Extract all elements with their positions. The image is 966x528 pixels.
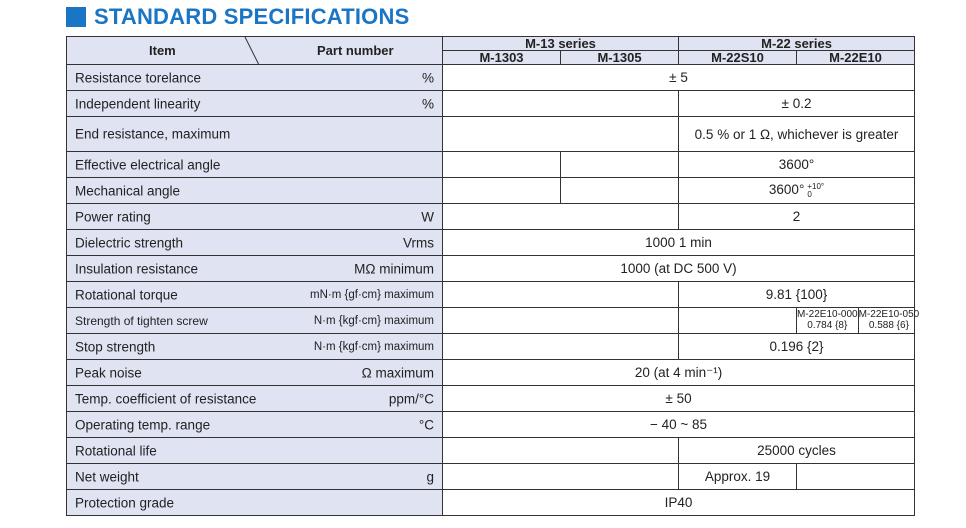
row-value: 2 bbox=[679, 204, 915, 230]
row-name: Temp. coefficient of resistance bbox=[75, 391, 257, 406]
row-value-empty bbox=[443, 308, 679, 334]
table-row bbox=[67, 490, 915, 516]
row-name: Rotational torque bbox=[75, 287, 178, 302]
row-value-empty bbox=[443, 91, 679, 117]
row-unit: Vrms bbox=[403, 235, 434, 250]
row-value-empty bbox=[443, 178, 561, 204]
row-value-empty bbox=[443, 464, 679, 490]
row-label bbox=[67, 438, 443, 464]
row-name: Rotational life bbox=[75, 443, 157, 458]
row-label bbox=[67, 178, 443, 204]
split-b bbox=[858, 308, 920, 333]
header-m1305: M-1305 bbox=[561, 51, 679, 65]
row-name: Net weight bbox=[75, 469, 139, 484]
row-value-empty bbox=[443, 438, 679, 464]
row-unit: % bbox=[421, 70, 434, 85]
row-label bbox=[67, 360, 443, 386]
row-value-empty bbox=[797, 464, 915, 490]
row-value: 20 (at 4 min⁻¹) bbox=[443, 360, 915, 386]
table-row bbox=[67, 282, 915, 308]
row-label bbox=[67, 65, 443, 91]
row-value: 9.81 {100} bbox=[679, 282, 915, 308]
row-value-empty bbox=[443, 204, 679, 230]
spec-table bbox=[66, 36, 920, 516]
row-value: ± 5 bbox=[443, 65, 915, 91]
heading-title: STANDARD SPECIFICATIONS bbox=[94, 4, 410, 29]
row-name: Resistance torelance bbox=[75, 70, 202, 85]
row-unit: °C bbox=[418, 417, 434, 432]
header-part-number: Part number bbox=[317, 43, 394, 58]
split-b-part: M-22E10-050 bbox=[858, 309, 920, 320]
row-value: 1000 1 min bbox=[443, 230, 915, 256]
row-name: Mechanical angle bbox=[75, 183, 181, 198]
row-value: 0.5 % or 1 Ω, whichever is greater bbox=[679, 117, 915, 152]
row-unit: W bbox=[421, 209, 434, 224]
table-row bbox=[67, 230, 915, 256]
row-name: Effective electrical angle bbox=[75, 157, 221, 172]
header-m22s10: M-22S10 bbox=[679, 51, 797, 65]
header-m13-series: M-13 series bbox=[443, 37, 679, 51]
row-unit: Ω maximum bbox=[361, 365, 434, 380]
row-value-empty bbox=[443, 117, 679, 152]
row-unit: g bbox=[426, 469, 434, 484]
table-row bbox=[67, 91, 915, 117]
table-row bbox=[67, 464, 915, 490]
split-a-value: 0.784 {8} bbox=[807, 320, 848, 331]
split-b-value: 0.588 {6} bbox=[868, 320, 909, 331]
header-m1303: M-1303 bbox=[443, 51, 561, 65]
header-item: Item bbox=[149, 43, 176, 58]
table-row bbox=[67, 360, 915, 386]
row-value-empty bbox=[443, 282, 679, 308]
row-label bbox=[67, 490, 443, 516]
heading-square-icon bbox=[66, 7, 86, 27]
table-row bbox=[67, 308, 915, 334]
row-unit: mN·m {gf·cm} maximum bbox=[310, 288, 434, 301]
row-label bbox=[67, 464, 443, 490]
header-row-series bbox=[67, 37, 915, 51]
row-value-empty bbox=[561, 152, 679, 178]
row-label bbox=[67, 117, 443, 152]
row-unit: ppm/°C bbox=[388, 391, 434, 406]
section-heading bbox=[66, 3, 409, 31]
row-unit: MΩ minimum bbox=[354, 261, 434, 276]
split-values bbox=[797, 308, 920, 333]
table-row bbox=[67, 178, 915, 204]
row-unit: N·m {kgf·cm} maximum bbox=[313, 340, 434, 353]
row-label bbox=[67, 91, 443, 117]
row-value: 3600° bbox=[679, 152, 915, 178]
tolerance-stack bbox=[807, 183, 824, 199]
row-label bbox=[67, 152, 443, 178]
row-name: Strength of tighten screw bbox=[75, 313, 208, 328]
row-unit: % bbox=[421, 96, 434, 111]
row-label bbox=[67, 282, 443, 308]
table-row bbox=[67, 412, 915, 438]
table-row bbox=[67, 117, 915, 152]
row-name: Independent linearity bbox=[75, 96, 201, 111]
row-value-empty bbox=[561, 178, 679, 204]
table-row bbox=[67, 152, 915, 178]
row-value: 0.196 {2} bbox=[679, 334, 915, 360]
table-row bbox=[67, 386, 915, 412]
row-name: Peak noise bbox=[75, 365, 142, 380]
row-name: End resistance, maximum bbox=[75, 126, 231, 142]
row-value-cell bbox=[679, 178, 915, 204]
table-row bbox=[67, 65, 915, 91]
row-label bbox=[67, 308, 443, 334]
table-row bbox=[67, 334, 915, 360]
row-value: Approx. 19 bbox=[679, 464, 797, 490]
row-value: ± 0.2 bbox=[679, 91, 915, 117]
row-value-empty bbox=[443, 152, 561, 178]
row-name: Stop strength bbox=[75, 339, 156, 354]
row-name: Insulation resistance bbox=[75, 261, 199, 276]
row-value: 25000 cycles bbox=[679, 438, 915, 464]
table-row bbox=[67, 438, 915, 464]
row-name: Dielectric strength bbox=[75, 235, 184, 250]
table-row bbox=[67, 256, 915, 282]
row-value: − 40 ~ 85 bbox=[443, 412, 915, 438]
row-label bbox=[67, 256, 443, 282]
tolerance-plus: +10° bbox=[807, 181, 825, 191]
row-label bbox=[67, 386, 443, 412]
split-a bbox=[797, 308, 858, 333]
row-name: Protection grade bbox=[75, 495, 175, 510]
row-label bbox=[67, 334, 443, 360]
row-value-empty bbox=[443, 334, 679, 360]
row-label bbox=[67, 230, 443, 256]
row-value-split bbox=[797, 308, 920, 334]
row-value: 1000 (at DC 500 V) bbox=[443, 256, 915, 282]
row-value: 3600° bbox=[768, 182, 805, 198]
row-name: Operating temp. range bbox=[75, 417, 211, 432]
row-name: Power rating bbox=[75, 209, 151, 224]
row-value-empty bbox=[679, 308, 797, 334]
row-label bbox=[67, 204, 443, 230]
split-a-part: M-22E10-000 bbox=[797, 309, 858, 320]
table-row bbox=[67, 204, 915, 230]
tolerance-minus: 0 bbox=[807, 189, 812, 199]
row-value: IP40 bbox=[443, 490, 915, 516]
header-corner bbox=[67, 37, 443, 65]
row-value: ± 50 bbox=[443, 386, 915, 412]
row-unit: N·m {kgf·cm} maximum bbox=[313, 314, 434, 327]
header-m22e10: M-22E10 bbox=[797, 51, 915, 65]
row-label bbox=[67, 412, 443, 438]
header-m22-series: M-22 series bbox=[679, 37, 915, 51]
